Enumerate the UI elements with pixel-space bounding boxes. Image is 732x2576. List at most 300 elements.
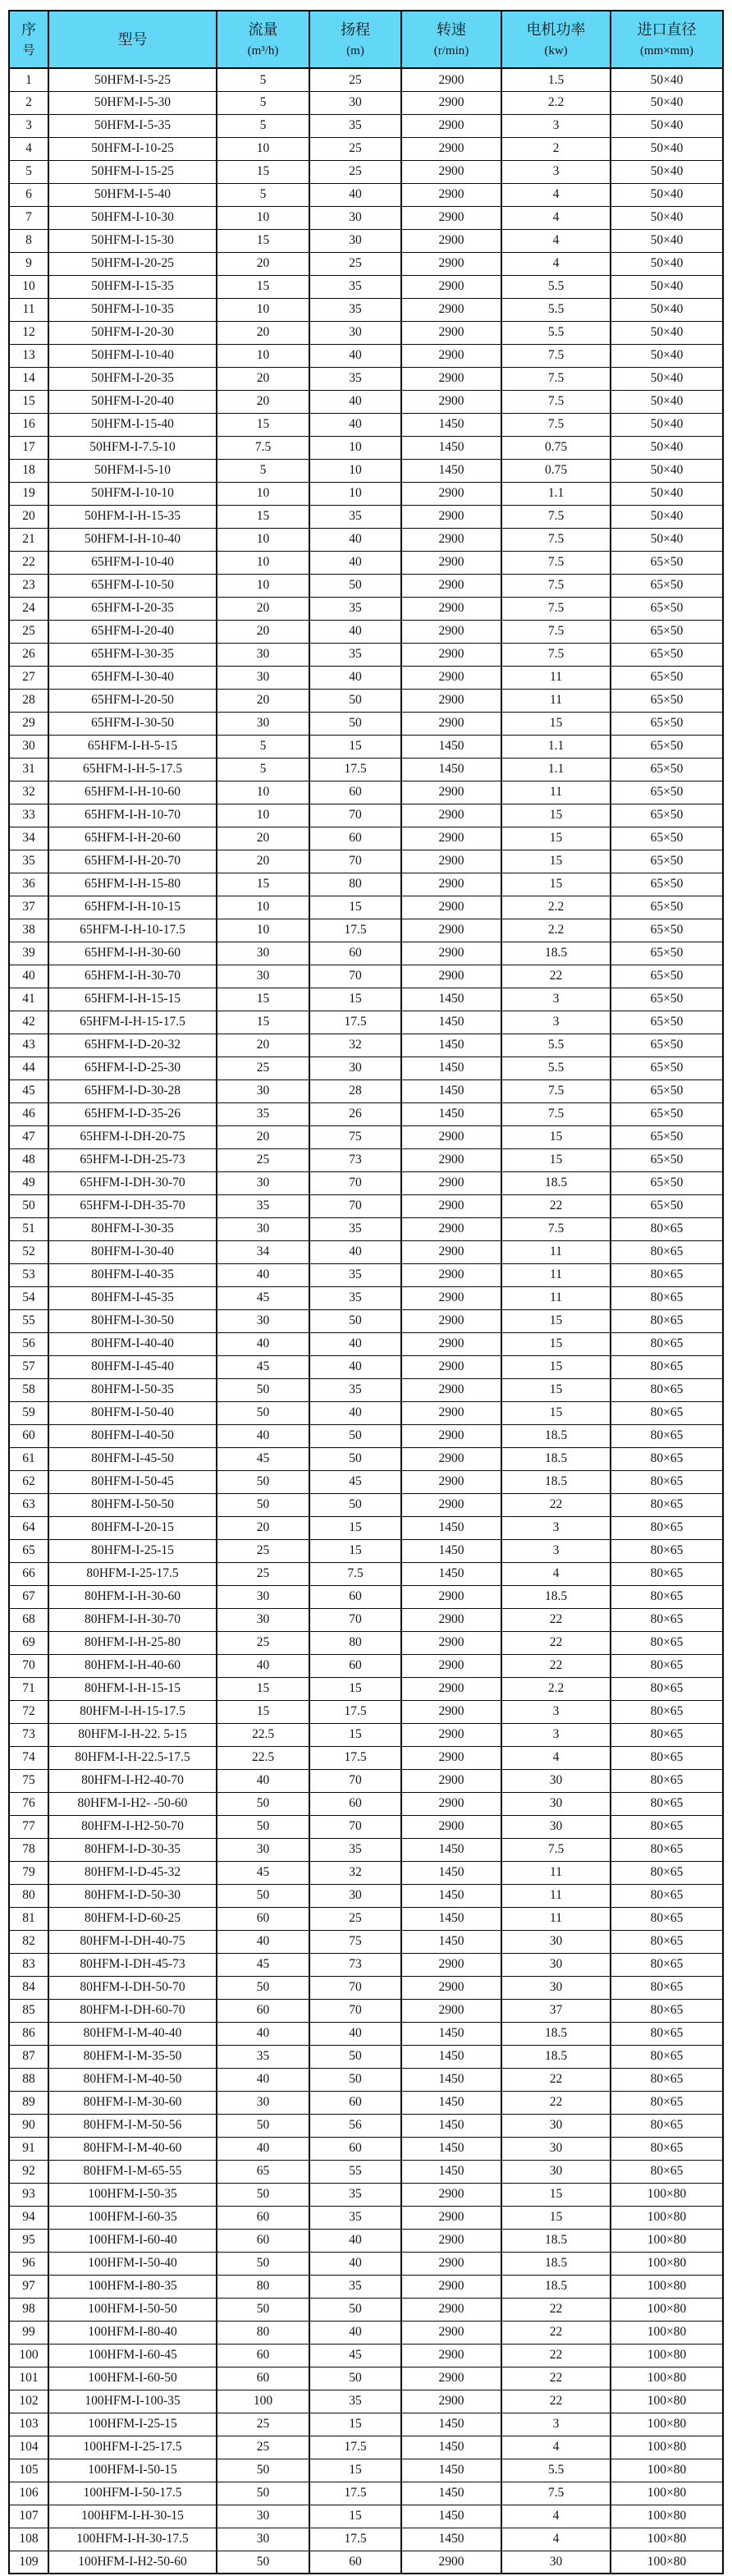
cell-model: 80HFM-I-DH-45-73 [48, 1953, 217, 1976]
cell-flow: 50 [217, 2114, 309, 2137]
table-row [9, 1884, 723, 1907]
cell-power: 2.2 [501, 896, 611, 919]
cell-flow: 50 [217, 1401, 309, 1424]
table-row [9, 1011, 723, 1034]
table-row [9, 344, 723, 367]
cell-model: 100HFM-I-25-17.5 [48, 2436, 217, 2459]
cell-flow: 40 [217, 1332, 309, 1355]
cell-no: 62 [9, 1470, 48, 1493]
cell-power: 22 [501, 2390, 611, 2413]
table-row [9, 712, 723, 735]
cell-no: 18 [9, 459, 48, 482]
cell-speed: 2900 [401, 1240, 501, 1263]
cell-inlet: 50×40 [611, 321, 723, 344]
cell-speed: 2900 [401, 804, 501, 827]
table-row [9, 206, 723, 229]
cell-flow: 35 [217, 2045, 309, 2068]
cell-no: 90 [9, 2114, 48, 2137]
table-row [9, 1976, 723, 1999]
cell-head: 50 [309, 2068, 401, 2091]
cell-power: 37 [501, 1999, 611, 2022]
cell-power: 15 [501, 1125, 611, 1148]
cell-no: 46 [9, 1102, 48, 1125]
cell-flow: 40 [217, 1654, 309, 1677]
table-row [9, 275, 723, 298]
cell-speed: 2900 [401, 1631, 501, 1654]
cell-flow: 80 [217, 2275, 309, 2298]
cell-speed: 2900 [401, 2367, 501, 2390]
cell-model: 80HFM-I-30-50 [48, 1309, 217, 1332]
cell-model: 80HFM-I-50-35 [48, 1378, 217, 1401]
cell-head: 35 [309, 597, 401, 620]
cell-model: 80HFM-I-H-15-15 [48, 1677, 217, 1700]
cell-speed: 1450 [401, 988, 501, 1011]
cell-power: 15 [501, 1378, 611, 1401]
cell-power: 5.5 [501, 1034, 611, 1057]
cell-flow: 10 [217, 482, 309, 505]
cell-flow: 10 [217, 919, 309, 942]
cell-power: 18.5 [501, 1171, 611, 1194]
cell-power: 15 [501, 804, 611, 827]
cell-inlet: 80×65 [611, 1884, 723, 1907]
cell-speed: 1450 [401, 2413, 501, 2436]
cell-power: 7.5 [501, 551, 611, 574]
cell-flow: 100 [217, 2390, 309, 2413]
cell-speed: 2900 [401, 1654, 501, 1677]
cell-head: 40 [309, 390, 401, 413]
cell-speed: 2900 [401, 275, 501, 298]
cell-model: 80HFM-I-H-25-80 [48, 1631, 217, 1654]
cell-model: 50HFM-I-5-40 [48, 183, 217, 206]
cell-flow: 30 [217, 942, 309, 965]
table-row [9, 1608, 723, 1631]
cell-flow: 10 [217, 528, 309, 551]
cell-power: 1.1 [501, 482, 611, 505]
cell-model: 80HFM-I-D-30-35 [48, 1838, 217, 1861]
cell-speed: 2900 [401, 137, 501, 160]
cell-no: 106 [9, 2482, 48, 2505]
table-row [9, 1240, 723, 1263]
cell-head: 50 [309, 1424, 401, 1447]
cell-inlet: 80×65 [611, 1240, 723, 1263]
cell-inlet: 100×80 [611, 2459, 723, 2482]
cell-power: 1.5 [501, 68, 611, 91]
cell-speed: 1450 [401, 2045, 501, 2068]
cell-no: 27 [9, 666, 48, 689]
cell-power: 15 [501, 1355, 611, 1378]
cell-no: 43 [9, 1034, 48, 1057]
cell-speed: 2900 [401, 873, 501, 896]
cell-no: 4 [9, 137, 48, 160]
cell-inlet: 80×65 [611, 1608, 723, 1631]
cell-flow: 15 [217, 275, 309, 298]
cell-head: 35 [309, 1838, 401, 1861]
cell-head: 60 [309, 781, 401, 804]
cell-no: 31 [9, 758, 48, 781]
cell-model: 80HFM-I-M-30-60 [48, 2091, 217, 2114]
cell-speed: 1450 [401, 1562, 501, 1585]
cell-power: 30 [501, 1769, 611, 1792]
table-row [9, 1516, 723, 1539]
cell-model: 50HFM-I-15-30 [48, 229, 217, 252]
cell-model: 80HFM-I-40-35 [48, 1263, 217, 1286]
cell-head: 26 [309, 1102, 401, 1125]
cell-speed: 1450 [401, 2160, 501, 2183]
cell-flow: 30 [217, 1585, 309, 1608]
cell-power: 18.5 [501, 2252, 611, 2275]
column-title: 序 [21, 21, 36, 39]
cell-power: 22 [501, 2344, 611, 2367]
cell-flow: 22.5 [217, 1723, 309, 1746]
cell-no: 33 [9, 804, 48, 827]
cell-head: 17.5 [309, 1011, 401, 1034]
cell-speed: 2900 [401, 1976, 501, 1999]
cell-inlet: 50×40 [611, 229, 723, 252]
cell-power: 22 [501, 1608, 611, 1631]
table-row [9, 2206, 723, 2229]
cell-model: 65HFM-I-H-15-17.5 [48, 1011, 217, 1034]
cell-speed: 2900 [401, 344, 501, 367]
cell-no: 13 [9, 344, 48, 367]
cell-model: 65HFM-I-H-10-60 [48, 781, 217, 804]
cell-head: 35 [309, 275, 401, 298]
table-row [9, 252, 723, 275]
cell-power: 18.5 [501, 2022, 611, 2045]
cell-power: 15 [501, 1309, 611, 1332]
table-row [9, 68, 723, 91]
cell-head: 25 [309, 1907, 401, 1930]
cell-flow: 45 [217, 1286, 309, 1309]
cell-head: 30 [309, 1884, 401, 1907]
cell-head: 55 [309, 2160, 401, 2183]
table-row [9, 1447, 723, 1470]
cell-speed: 2900 [401, 2252, 501, 2275]
table-row [9, 758, 723, 781]
cell-no: 17 [9, 436, 48, 459]
cell-power: 4 [501, 252, 611, 275]
table-row [9, 827, 723, 850]
cell-no: 39 [9, 942, 48, 965]
cell-head: 75 [309, 1125, 401, 1148]
cell-model: 80HFM-I-D-60-25 [48, 1907, 217, 1930]
cell-model: 80HFM-I-H-22. 5-15 [48, 1723, 217, 1746]
column-unit: (mm×mm) [639, 44, 694, 57]
cell-model: 50HFM-I-20-25 [48, 252, 217, 275]
table-row [9, 2183, 723, 2206]
cell-inlet: 65×50 [611, 1171, 723, 1194]
cell-power: 15 [501, 1332, 611, 1355]
cell-speed: 1450 [401, 2436, 501, 2459]
cell-no: 73 [9, 1723, 48, 1746]
cell-inlet: 80×65 [611, 1263, 723, 1286]
cell-model: 65HFM-I-H-20-70 [48, 850, 217, 873]
cell-inlet: 50×40 [611, 298, 723, 321]
cell-flow: 5 [217, 91, 309, 114]
cell-inlet: 50×40 [611, 137, 723, 160]
cell-power: 22 [501, 1631, 611, 1654]
cell-no: 87 [9, 2045, 48, 2068]
table-row [9, 1585, 723, 1608]
cell-speed: 2900 [401, 2206, 501, 2229]
cell-speed: 2900 [401, 1815, 501, 1838]
cell-head: 32 [309, 1861, 401, 1884]
cell-inlet: 100×80 [611, 2436, 723, 2459]
cell-speed: 2900 [401, 505, 501, 528]
cell-model: 65HFM-I-20-40 [48, 620, 217, 643]
cell-power: 4 [501, 1562, 611, 1585]
cell-no: 9 [9, 252, 48, 275]
cell-flow: 20 [217, 390, 309, 413]
cell-no: 66 [9, 1562, 48, 1585]
cell-flow: 5 [217, 735, 309, 758]
cell-power: 7.5 [501, 597, 611, 620]
cell-power: 11 [501, 1884, 611, 1907]
cell-no: 20 [9, 505, 48, 528]
cell-flow: 20 [217, 252, 309, 275]
cell-model: 80HFM-I-H-15-17.5 [48, 1700, 217, 1723]
cell-speed: 1450 [401, 2505, 501, 2528]
cell-no: 65 [9, 1539, 48, 1562]
cell-flow: 30 [217, 965, 309, 988]
cell-inlet: 65×50 [611, 574, 723, 597]
cell-flow: 30 [217, 1838, 309, 1861]
cell-model: 100HFM-I-H-30-15 [48, 2505, 217, 2528]
cell-speed: 2900 [401, 1769, 501, 1792]
cell-power: 7.5 [501, 1079, 611, 1102]
table-row [9, 390, 723, 413]
cell-model: 80HFM-I-H2-40-70 [48, 1769, 217, 1792]
cell-power: 18.5 [501, 1447, 611, 1470]
cell-speed: 2900 [401, 1378, 501, 1401]
cell-flow: 20 [217, 827, 309, 850]
cell-head: 70 [309, 804, 401, 827]
cell-model: 65HFM-I-H-20-60 [48, 827, 217, 850]
table-row [9, 137, 723, 160]
cell-model: 65HFM-I-DH-20-75 [48, 1125, 217, 1148]
cell-flow: 50 [217, 1378, 309, 1401]
cell-speed: 1450 [401, 2137, 501, 2160]
cell-speed: 2900 [401, 781, 501, 804]
cell-model: 100HFM-I-100-35 [48, 2390, 217, 2413]
cell-model: 50HFM-I-5-35 [48, 114, 217, 137]
table-row [9, 321, 723, 344]
cell-model: 65HFM-I-H-10-17.5 [48, 919, 217, 942]
cell-no: 61 [9, 1447, 48, 1470]
cell-inlet: 50×40 [611, 367, 723, 390]
cell-power: 7.5 [501, 344, 611, 367]
cell-power: 7.5 [501, 528, 611, 551]
cell-model: 65HFM-I-10-50 [48, 574, 217, 597]
cell-no: 108 [9, 2528, 48, 2551]
cell-no: 48 [9, 1148, 48, 1171]
cell-head: 60 [309, 2137, 401, 2160]
cell-inlet: 80×65 [611, 1792, 723, 1815]
cell-model: 80HFM-I-25-15 [48, 1539, 217, 1562]
cell-model: 65HFM-I-D-25-30 [48, 1057, 217, 1079]
cell-no: 102 [9, 2390, 48, 2413]
cell-power: 1.1 [501, 758, 611, 781]
table-row [9, 2551, 723, 2574]
cell-speed: 2900 [401, 1470, 501, 1493]
cell-power: 11 [501, 689, 611, 712]
cell-head: 50 [309, 574, 401, 597]
cell-inlet: 80×65 [611, 1447, 723, 1470]
cell-speed: 2900 [401, 1401, 501, 1424]
cell-speed: 2900 [401, 1792, 501, 1815]
table-row [9, 1861, 723, 1884]
cell-no: 36 [9, 873, 48, 896]
cell-head: 25 [309, 137, 401, 160]
cell-flow: 80 [217, 2321, 309, 2344]
table-row [9, 2252, 723, 2275]
cell-model: 50HFM-I-10-10 [48, 482, 217, 505]
cell-model: 50HFM-I-20-40 [48, 390, 217, 413]
cell-inlet: 50×40 [611, 344, 723, 367]
cell-head: 45 [309, 2344, 401, 2367]
cell-model: 50HFM-I-5-30 [48, 91, 217, 114]
cell-power: 15 [501, 850, 611, 873]
cell-model: 65HFM-I-30-40 [48, 666, 217, 689]
cell-inlet: 80×65 [611, 1516, 723, 1539]
table-row [9, 229, 723, 252]
cell-head: 50 [309, 1309, 401, 1332]
cell-no: 1 [9, 68, 48, 91]
cell-model: 100HFM-I-50-40 [48, 2252, 217, 2275]
cell-flow: 40 [217, 1424, 309, 1447]
cell-flow: 10 [217, 298, 309, 321]
cell-model: 100HFM-I-60-40 [48, 2229, 217, 2252]
table-row [9, 1309, 723, 1332]
cell-speed: 1450 [401, 1057, 501, 1079]
cell-flow: 30 [217, 1309, 309, 1332]
cell-no: 57 [9, 1355, 48, 1378]
cell-speed: 2900 [401, 689, 501, 712]
cell-flow: 5 [217, 758, 309, 781]
cell-flow: 50 [217, 1976, 309, 1999]
cell-head: 40 [309, 2252, 401, 2275]
cell-head: 60 [309, 827, 401, 850]
cell-no: 11 [9, 298, 48, 321]
cell-flow: 30 [217, 712, 309, 735]
cell-no: 109 [9, 2551, 48, 2574]
cell-inlet: 65×50 [611, 804, 723, 827]
column-header-speed [401, 11, 501, 68]
cell-inlet: 50×40 [611, 183, 723, 206]
cell-flow: 15 [217, 873, 309, 896]
cell-flow: 60 [217, 1907, 309, 1930]
table-row [9, 1102, 723, 1125]
cell-flow: 50 [217, 2183, 309, 2206]
cell-flow: 25 [217, 1631, 309, 1654]
cell-inlet: 80×65 [611, 1585, 723, 1608]
cell-head: 80 [309, 1631, 401, 1654]
cell-flow: 30 [217, 2091, 309, 2114]
table-row [9, 1792, 723, 1815]
cell-power: 7.5 [501, 505, 611, 528]
cell-head: 10 [309, 436, 401, 459]
cell-no: 75 [9, 1769, 48, 1792]
cell-no: 85 [9, 1999, 48, 2022]
cell-speed: 2900 [401, 1263, 501, 1286]
cell-flow: 20 [217, 367, 309, 390]
cell-no: 67 [9, 1585, 48, 1608]
cell-head: 17.5 [309, 2482, 401, 2505]
table-row [9, 1286, 723, 1309]
cell-power: 30 [501, 1953, 611, 1976]
cell-power: 4 [501, 206, 611, 229]
cell-inlet: 80×65 [611, 1493, 723, 1516]
cell-speed: 2900 [401, 1608, 501, 1631]
cell-flow: 5 [217, 183, 309, 206]
table-row [9, 643, 723, 666]
cell-inlet: 50×40 [611, 91, 723, 114]
cell-flow: 50 [217, 2482, 309, 2505]
cell-model: 50HFM-I-15-35 [48, 275, 217, 298]
cell-no: 70 [9, 1654, 48, 1677]
cell-speed: 2900 [401, 1700, 501, 1723]
cell-model: 80HFM-I-50-50 [48, 1493, 217, 1516]
column-unit: (r/min) [433, 44, 469, 57]
table-row [9, 1034, 723, 1057]
cell-inlet: 100×80 [611, 2551, 723, 2574]
cell-no: 76 [9, 1792, 48, 1815]
cell-no: 95 [9, 2229, 48, 2252]
cell-inlet: 100×80 [611, 2229, 723, 2252]
table-row [9, 965, 723, 988]
cell-speed: 1450 [401, 1079, 501, 1102]
cell-flow: 15 [217, 505, 309, 528]
cell-head: 15 [309, 988, 401, 1011]
cell-inlet: 80×65 [611, 1217, 723, 1240]
cell-flow: 60 [217, 2367, 309, 2390]
cell-head: 50 [309, 1493, 401, 1516]
cell-flow: 50 [217, 1884, 309, 1907]
cell-no: 84 [9, 1976, 48, 1999]
cell-speed: 2900 [401, 1723, 501, 1746]
table-row [9, 2390, 723, 2413]
cell-flow: 20 [217, 689, 309, 712]
table-row [9, 1424, 723, 1447]
cell-power: 18.5 [501, 1585, 611, 1608]
cell-inlet: 80×65 [611, 1539, 723, 1562]
cell-speed: 2900 [401, 298, 501, 321]
cell-model: 100HFM-I-50-15 [48, 2459, 217, 2482]
cell-head: 40 [309, 413, 401, 436]
cell-inlet: 80×65 [611, 1424, 723, 1447]
cell-speed: 1450 [401, 1907, 501, 1930]
cell-no: 54 [9, 1286, 48, 1309]
table-row [9, 620, 723, 643]
cell-no: 72 [9, 1700, 48, 1723]
cell-power: 4 [501, 2436, 611, 2459]
column-title: 扬程 [341, 21, 370, 39]
cell-power: 22 [501, 1493, 611, 1516]
cell-power: 11 [501, 666, 611, 689]
cell-head: 17.5 [309, 919, 401, 942]
table-row [9, 367, 723, 390]
table-row [9, 2321, 723, 2344]
cell-speed: 2900 [401, 114, 501, 137]
cell-head: 32 [309, 1034, 401, 1057]
cell-inlet: 100×80 [611, 2298, 723, 2321]
table-row [9, 2068, 723, 2091]
cell-model: 65HFM-I-H-5-17.5 [48, 758, 217, 781]
cell-power: 30 [501, 2160, 611, 2183]
cell-inlet: 80×65 [611, 2137, 723, 2160]
table-row [9, 1907, 723, 1930]
cell-inlet: 100×80 [611, 2367, 723, 2390]
cell-inlet: 50×40 [611, 436, 723, 459]
